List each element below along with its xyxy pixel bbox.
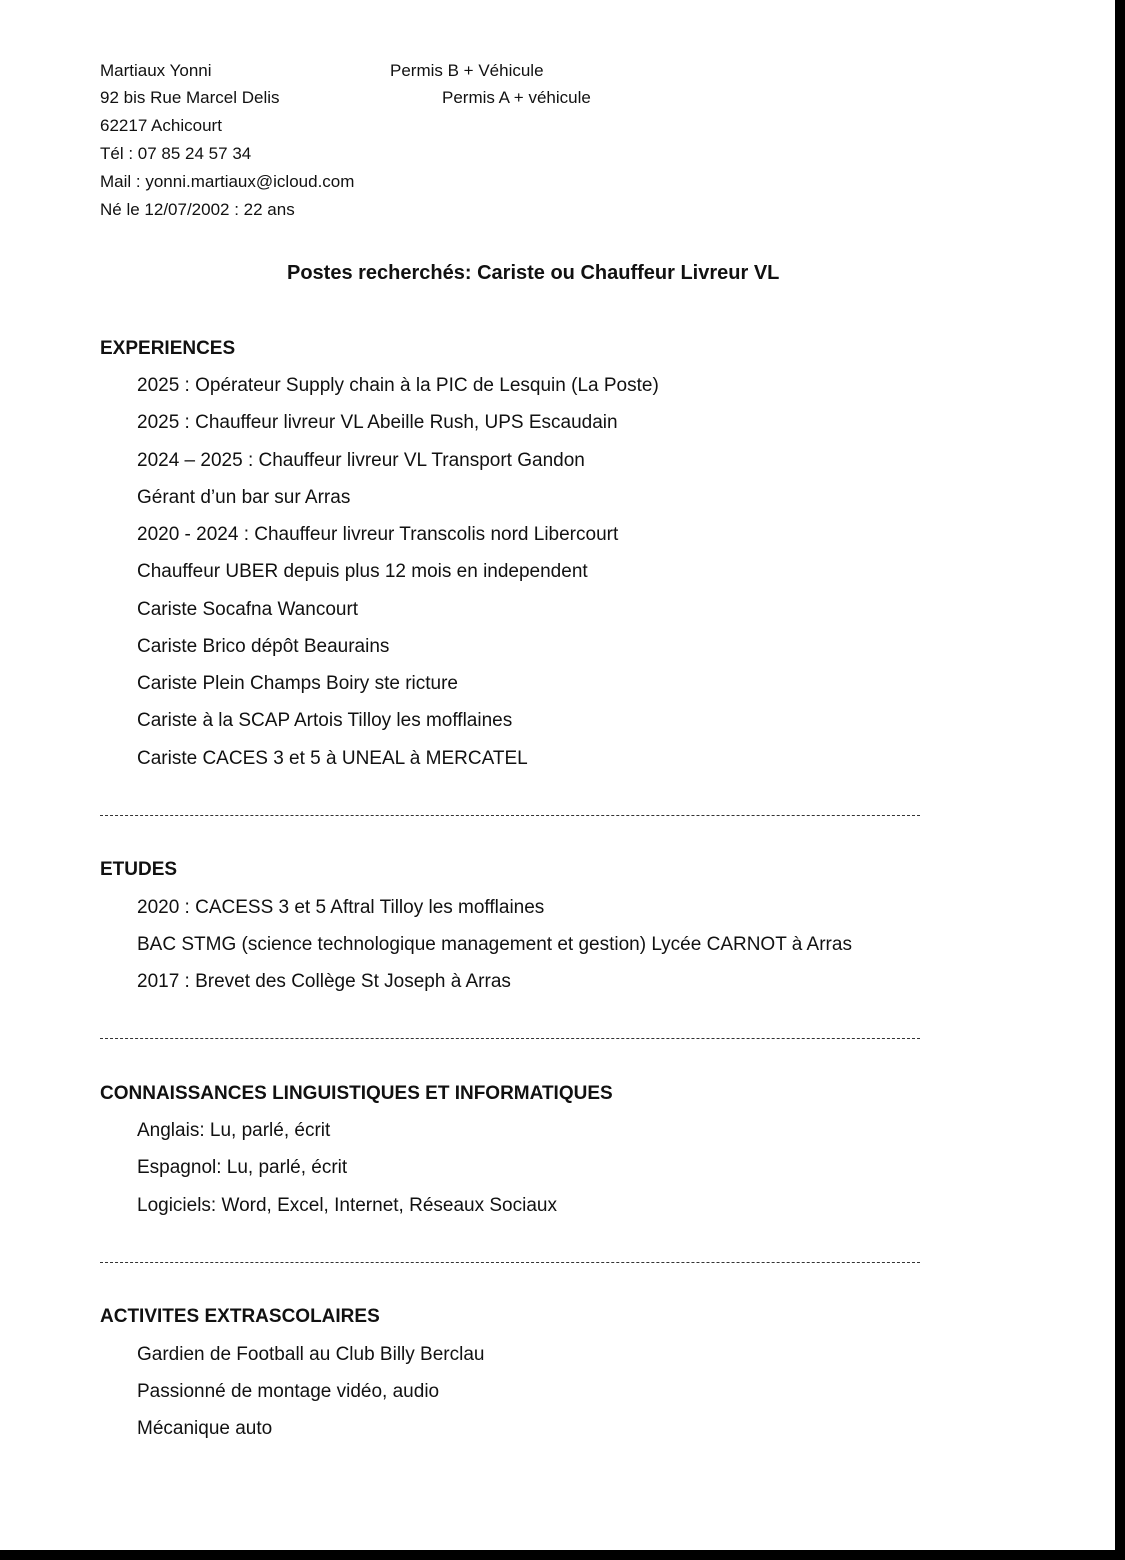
experience-item: Gérant d’un bar sur Arras	[137, 487, 351, 508]
experience-item: Cariste Plein Champs Boiry ste ricture	[137, 673, 458, 694]
address-city: 62217 Achicourt	[100, 116, 222, 135]
section-heading-connaissances: CONNAISSANCES LINGUISTIQUES ET INFORMATIQUES	[100, 1083, 613, 1104]
experience-item: Cariste Brico dépôt Beaurains	[137, 636, 390, 657]
experience-item: 2024 – 2025 : Chauffeur livreur VL Transport Gandon	[137, 450, 585, 471]
experience-item: Chauffeur UBER depuis plus 12 mois en independent	[137, 561, 588, 582]
license-b: Permis B + Véhicule	[390, 61, 544, 80]
experience-item: Cariste à la SCAP Artois Tilloy les mofflaines	[137, 710, 513, 731]
study-item: 2020 : CACESS 3 et 5 Aftral Tilloy les mofflaines	[137, 897, 545, 918]
job-title: Postes recherchés: Cariste ou Chauffeur Livreur VL	[287, 262, 780, 284]
activity-item: Gardien de Football au Club Billy Berclau	[137, 1344, 485, 1365]
activity-item: Mécanique auto	[137, 1418, 273, 1439]
experience-item: Cariste Socafna Wancourt	[137, 599, 359, 620]
study-item: BAC STMG (science technologique management et gestion) Lycée CARNOT à Arras	[137, 934, 852, 955]
study-item: 2017 : Brevet des Collège St Joseph à Arras	[137, 971, 511, 992]
experience-item: 2025 : Chauffeur livreur VL Abeille Rush, UPS Escaudain	[137, 412, 618, 433]
experience-item: 2020 - 2024 : Chauffeur livreur Transcolis nord Libercourt	[137, 524, 619, 545]
phone-number: Tél : 07 85 24 57 34	[100, 144, 252, 163]
skill-item: Logiciels: Word, Excel, Internet, Réseaux Sociaux	[137, 1195, 557, 1216]
skill-item: Anglais: Lu, parlé, écrit	[137, 1120, 331, 1141]
experience-item: Cariste CACES 3 et 5 à UNEAL à MERCATEL	[137, 748, 528, 769]
address-street: 92 bis Rue Marcel Delis	[100, 88, 280, 107]
skill-item: Espagnol: Lu, parlé, écrit	[137, 1157, 348, 1178]
section-heading-etudes: ETUDES	[100, 859, 178, 880]
section-heading-activites: ACTIVITES EXTRASCOLAIRES	[100, 1306, 380, 1327]
email-address: Mail : yonni.martiaux@icloud.com	[100, 172, 355, 191]
section-divider	[100, 1038, 920, 1039]
section-heading-experiences: EXPERIENCES	[100, 338, 236, 359]
birth-date: Né le 12/07/2002 : 22 ans	[100, 200, 295, 219]
candidate-name: Martiaux Yonni	[100, 61, 212, 80]
activity-item: Passionné de montage vidéo, audio	[137, 1381, 440, 1402]
experience-item: 2025 : Opérateur Supply chain à la PIC de Lesquin (La Poste)	[137, 375, 659, 396]
section-divider	[100, 1262, 920, 1263]
license-a: Permis A + véhicule	[442, 88, 591, 107]
section-divider	[100, 815, 920, 816]
